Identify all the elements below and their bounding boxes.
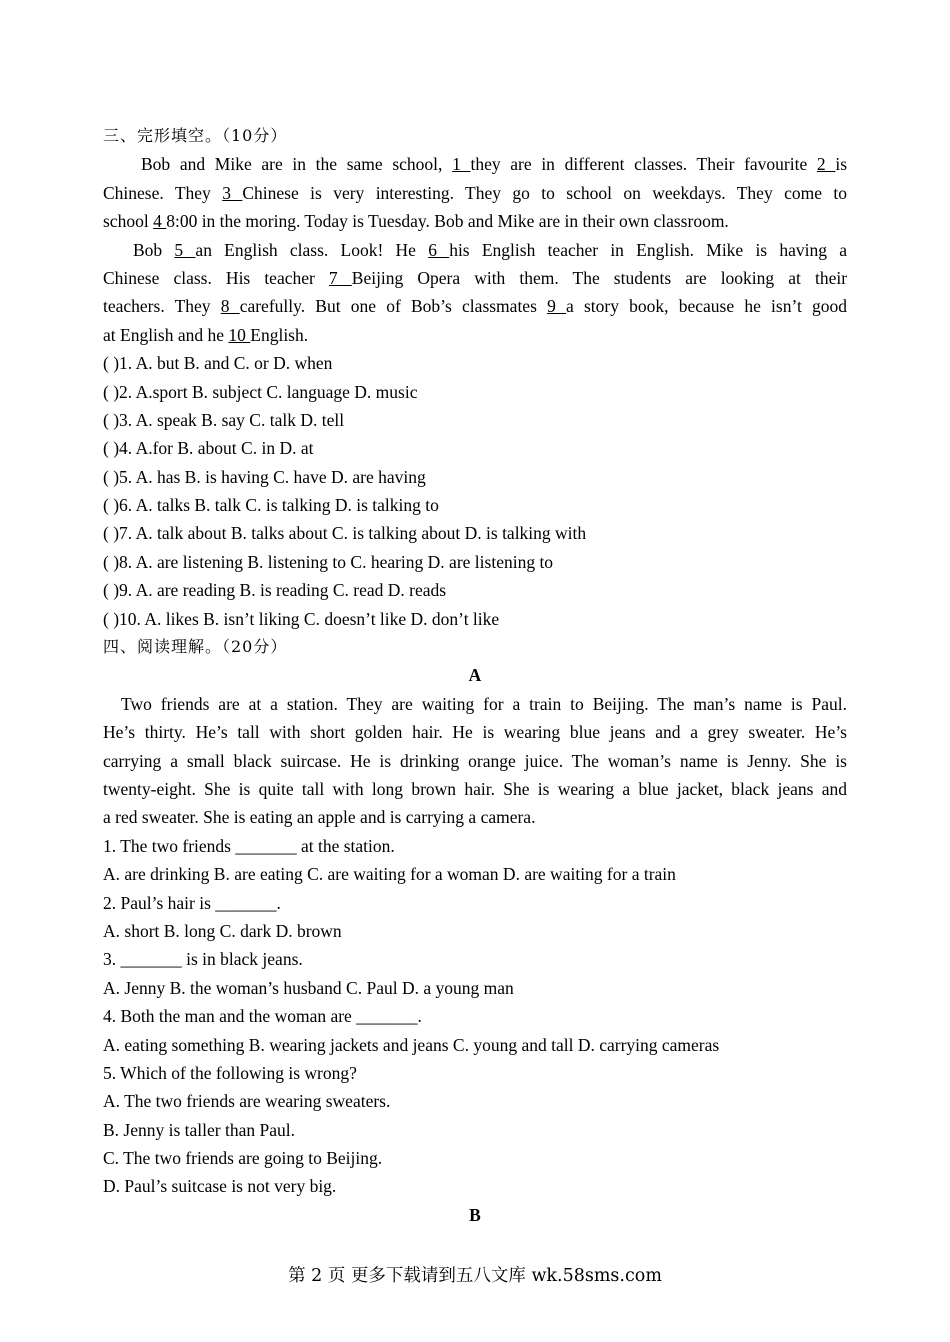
blank-7: 7 (328, 267, 352, 288)
blank-5: 5 (174, 239, 196, 260)
cloze-question: ( )1. A. but B. and C. or D. when (103, 353, 333, 374)
reading-options: B. Jenny is taller than Paul. (103, 1119, 295, 1140)
cloze-paragraph-1-line-1: Bob and Mike are in the same school, 1 they are in different classes. Their favourite 2 is (141, 154, 848, 175)
passage-line: carrying a small black suircase. He is drinking orange juice. The woman’s name is Jenny. She is (103, 750, 847, 771)
cloze-question: ( )7. A. talk about B. talks about C. is talking about D. is talking with (103, 523, 587, 544)
cloze-question: ( )10. A. likes B. isn’t liking C. doesn’t like D. don’t like (103, 608, 500, 629)
blank-10: 10 (228, 324, 251, 345)
blank-1: 1 (452, 154, 471, 175)
document-page (103, 122, 847, 1229)
reading-options: A. are drinking B. are eating C. are waiting for a woman D. are waiting for a train (103, 864, 676, 885)
reading-question: 2. Paul’s hair is _______. (103, 892, 281, 913)
reading-options: C. The two friends are going to Beijing. (103, 1148, 383, 1169)
reading-options: A. eating something B. wearing jackets and jeans C. young and tall D. carrying cameras (103, 1034, 720, 1055)
reading-options: A. short B. long C. dark D. brown (103, 920, 342, 941)
cloze-paragraph-2-line-4: at English and he 10 English. (103, 324, 309, 345)
blank-9: 9 (547, 296, 567, 317)
reading-options: A. Jenny B. the woman’s husband C. Paul D. a young man (103, 977, 514, 998)
blank-4: 4 (153, 211, 167, 232)
cloze-paragraph-2-line-3: teachers. They 8 carefully. But one of Bob’s classmates 9 a story book, because he isn’t good (103, 296, 848, 317)
cloze-paragraph-2-line-2: Chinese class. His teacher 7 Beijing Opera with them. The students are looking at their (103, 267, 848, 288)
section-b-title: B (469, 1204, 481, 1225)
cloze-question: ( )4. A.for B. about C. in D. at (103, 438, 314, 459)
cloze-question: ( )9. A. are reading B. is reading C. read D. reads (103, 580, 447, 601)
cloze-paragraph-1-line-2: Chinese. They 3 Chinese is very interesting. They go to school on weekdays. They come to (103, 182, 847, 203)
cloze-question: ( )2. A.sport B. subject C. language D. music (103, 381, 418, 402)
reading-question: 1. The two friends _______ at the station. (103, 835, 395, 856)
cloze-question: ( )6. A. talks B. talk C. is talking D. is talking to (103, 495, 439, 516)
blank-8: 8 (220, 296, 240, 317)
reading-question: 4. Both the man and the woman are _______. (103, 1006, 422, 1027)
passage-line: twenty-eight. She is quite tall with long brown hair. She is wearing a blue jacket, black jeans and (103, 778, 847, 799)
reading-question: 3. _______ is in black jeans. (103, 949, 303, 970)
cloze-question: ( )3. A. speak B. say C. talk D. tell (103, 409, 345, 430)
cloze-question: ( )5. A. has B. is having C. have D. are having (103, 466, 426, 487)
reading-options: D. Paul’s suitcase is not very big. (103, 1176, 337, 1197)
passage-line: He’s thirty. He’s tall with short golden hair. He is wearing blue jeans and a grey sweater. He’s (103, 722, 847, 743)
blank-6: 6 (428, 239, 450, 260)
cloze-paragraph-1-line-3: school 4 8:00 in the moring. Today is Tuesday. Bob and Mike are in their own classroom. (103, 211, 729, 232)
cloze-heading: 三、完形填空。（10分） (103, 126, 288, 145)
reading-heading: 四、阅读理解。（20分） (103, 637, 288, 657)
reading-options: A. The two friends are wearing sweaters. (103, 1091, 391, 1112)
cloze-question: ( )8. A. are listening B. listening to C. hearing D. are listening to (103, 551, 554, 572)
passage-line: a red sweater. She is eating an apple and is carrying a camera. (103, 807, 536, 828)
blank-3: 3 (222, 182, 243, 203)
blank-2: 2 (816, 154, 836, 175)
section-a-title: A (468, 665, 482, 686)
page-footer: 第 2 页 更多下载请到五八文库 wk.58sms.com (288, 1266, 662, 1286)
reading-question: 5. Which of the following is wrong? (103, 1062, 357, 1083)
cloze-paragraph-2-line-1: Bob 5 an English class. Look! He 6 his English teacher in English. Mike is having a (133, 239, 847, 260)
passage-line: Two friends are at a station. They are waiting for a train to Beijing. The man’s name is Paul. (121, 693, 847, 714)
